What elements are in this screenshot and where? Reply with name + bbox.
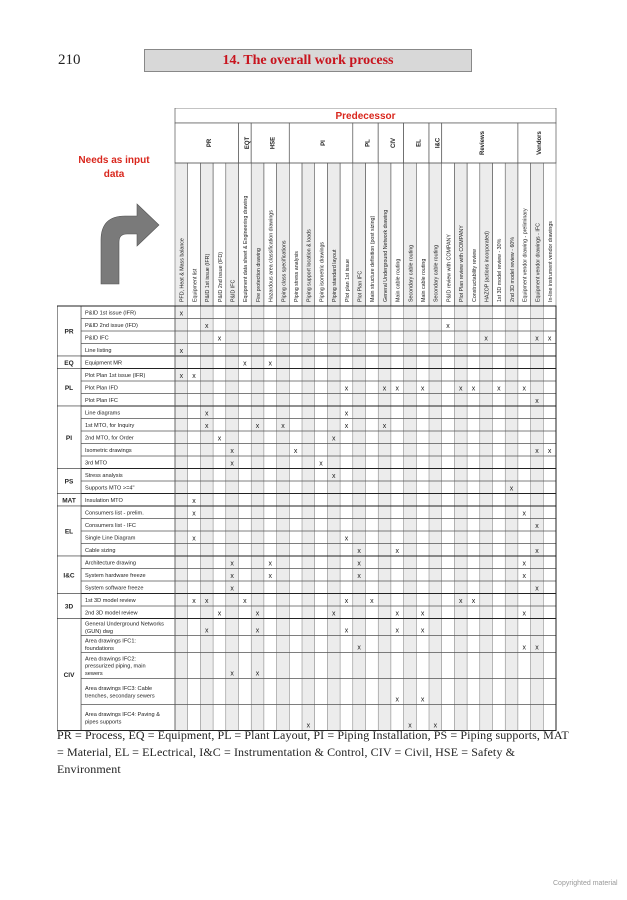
dependency-mark: x (230, 670, 234, 678)
dependency-mark: x (522, 610, 526, 618)
dependency-mark: x (420, 610, 425, 618)
row-label: Plot Plan 1st issue (IFR) (85, 372, 146, 379)
dependency-mark: x (255, 670, 260, 678)
dependency-mark: x (255, 423, 260, 430)
row-label: Area drawings IFC4: Paving & (85, 712, 160, 719)
row-label: Plot Plan IFC (85, 397, 118, 404)
dependency-mark: x (433, 722, 438, 730)
column-header-label: Piping standard layout (332, 249, 339, 302)
column-header-label: Secondary cable routing (433, 244, 440, 302)
row-label: Isometric drawings (85, 447, 132, 454)
row-label: 1st 3D model review (85, 597, 136, 604)
row-group-label: MAT (62, 497, 76, 505)
column-header-label: Piping support location & loads (306, 229, 313, 302)
dependency-mark: x (395, 610, 399, 618)
dependency-mark: x (547, 448, 552, 455)
column-header-label: Hazardous area classification drawings (268, 210, 275, 302)
dependency-mark: x (535, 335, 539, 343)
row-label: System hardware freeze (85, 572, 146, 579)
column-group-label: PL (365, 139, 372, 147)
dependency-mark: x (420, 696, 425, 704)
row-label: Plot Plan IFD (85, 385, 118, 392)
column-shade (226, 163, 239, 731)
column-header-label: P&ID IFC (230, 279, 237, 302)
dependency-mark: x (192, 510, 196, 518)
column-header-label: PFD, Heat & Mass balance (179, 238, 186, 302)
row-label: Cable sizing (85, 547, 116, 554)
dependency-mark: x (357, 573, 361, 580)
dependency-mark: x (192, 598, 196, 605)
column-group-label: I&C (435, 137, 442, 149)
column-header-label: Main structure definition (post sizing) (370, 215, 377, 302)
column-header-label: 2nd 3D model review - 60% (509, 236, 516, 302)
row-label: Architecture drawing (85, 560, 136, 567)
row-label: Area drawings IFC1: (85, 638, 136, 645)
dependency-mark: x (205, 627, 209, 635)
dependency-mark: x (395, 548, 399, 555)
row-label: Consumers list - prelim. (85, 510, 144, 517)
column-header-label: Equipment list (192, 268, 199, 302)
column-header-label: Equipment vendor drawing - preliminary (522, 208, 529, 302)
copyright-watermark: Copyrighted material (553, 880, 618, 887)
column-header-label: Plot Plan IFC (357, 270, 364, 302)
corner-label-line2: data (103, 169, 125, 180)
dependency-mark: x (370, 598, 374, 605)
dependency-mark: x (484, 335, 488, 343)
column-header-label: Plot Plan review with COMPANY (459, 225, 466, 302)
column-header-label: Piping isometric drawings (319, 241, 326, 302)
dependency-mark: x (192, 498, 196, 505)
row-label: 2nd MTO, for Order (85, 435, 134, 442)
dependency-mark: x (522, 573, 526, 580)
column-header-label: Piping class specifications (281, 240, 288, 302)
column-header-label: In-line instrument vendor drawings (547, 221, 554, 302)
dependency-mark: x (192, 535, 196, 543)
dependency-mark: x (471, 598, 476, 605)
dependency-mark: x (230, 585, 234, 593)
bent-arrow-icon (101, 204, 159, 284)
row-group-label: PR (64, 328, 74, 336)
column-group-label: CIV (390, 137, 397, 149)
row-label: 2nd 3D model review (85, 610, 138, 617)
row-group-label: 3D (64, 603, 74, 611)
dependency-mark: x (420, 627, 425, 635)
corner-label-line1: Needs as input (78, 155, 150, 166)
dependency-mark: x (344, 627, 349, 635)
column-header-label: P&ID review with COMPANY (446, 234, 453, 302)
column-group-label: PR (206, 138, 213, 148)
dependency-mark: x (395, 385, 399, 393)
dependency-mark: x (420, 385, 425, 393)
dependency-mark: x (344, 423, 349, 430)
dependency-mark: x (395, 627, 399, 635)
dependency-mark: x (535, 644, 539, 652)
row-group-label: I&C (63, 572, 75, 580)
dependency-mark: x (446, 323, 450, 330)
row-label: pressurized piping, main (85, 663, 146, 670)
dependency-mark: x (205, 598, 209, 605)
row-group-label: EQ (64, 359, 74, 367)
row-label: sewers (85, 670, 103, 677)
column-header-label: Main cable routing (420, 258, 427, 302)
column-shade (200, 163, 213, 731)
dependency-mark: x (217, 610, 222, 618)
row-group-label: EL (64, 528, 74, 536)
dependency-mark: x (408, 722, 412, 730)
dependency-mark: x (230, 460, 234, 468)
dependency-mark: x (179, 373, 184, 380)
dependency-mark: x (243, 360, 247, 368)
row-label: trenches, secondary sewers (85, 693, 155, 700)
row-label: Line listing (85, 347, 112, 354)
dependency-mark: x (205, 323, 209, 330)
predecessor-matrix (57, 108, 567, 738)
column-header-label: P&ID 1st issue (IFR) (205, 253, 212, 302)
dependency-mark: x (547, 335, 552, 343)
dependency-mark: x (497, 385, 501, 393)
dependency-mark: x (395, 696, 399, 704)
column-shade (327, 163, 340, 731)
dependency-mark: x (382, 423, 387, 430)
column-header-label: Constructability review (471, 249, 478, 302)
dependency-mark: x (332, 435, 336, 443)
dependency-mark: x (255, 627, 260, 635)
dependency-mark: x (230, 573, 234, 580)
row-label: P&ID 1st issue (IFR) (85, 310, 136, 317)
dependency-mark: x (319, 460, 323, 468)
column-header-label: 1st 3D model review - 30% (497, 238, 504, 302)
dependency-mark: x (217, 335, 222, 343)
column-header-label: Equipment vendor drawings - IFC (535, 223, 542, 302)
dependency-mark: x (332, 473, 336, 480)
row-label: pipes supports (85, 719, 122, 726)
dependency-mark: x (357, 644, 361, 652)
dependency-mark: x (217, 435, 222, 443)
row-label: foundations (85, 645, 114, 652)
dependency-mark: x (281, 423, 285, 430)
dependency-mark: x (522, 644, 526, 652)
dependency-mark: x (522, 560, 526, 568)
dependency-mark: x (205, 423, 209, 430)
dependency-mark: x (268, 560, 272, 568)
dependency-mark: x (255, 610, 260, 618)
dependency-mark: x (522, 510, 526, 518)
dependency-mark: x (535, 523, 539, 530)
row-label: 3rd MTO (85, 460, 107, 467)
dependency-mark: x (357, 548, 361, 555)
page-number: 210 (58, 52, 81, 68)
row-group-label: PL (64, 384, 74, 392)
row-label: Line diagrams (85, 410, 121, 417)
row-label: Equipment MR (85, 360, 122, 367)
column-group-label: EQT (244, 136, 251, 150)
dependency-mark: x (509, 485, 514, 493)
dependency-mark: x (344, 410, 349, 418)
dependency-mark: x (230, 560, 234, 568)
column-header-label: Secondary cable routing (408, 244, 415, 302)
row-label: Stress analysis (85, 472, 123, 479)
row-label: 1st MTO, for Inquiry (85, 422, 135, 429)
dependency-mark: x (179, 348, 184, 355)
dependency-mark: x (268, 360, 272, 368)
row-label: P&ID 2nd issue (IFD) (85, 322, 138, 329)
dependency-mark: x (344, 535, 349, 543)
row-label: Consumers list - IFC (85, 522, 136, 529)
dependency-mark: x (243, 598, 247, 605)
dependency-mark: x (535, 448, 539, 455)
row-label: System software freeze (85, 585, 144, 592)
column-header-label: Plot plan 1st issue (344, 259, 351, 302)
dependency-mark: x (522, 385, 526, 393)
column-header-label: Fire protection drawing (255, 248, 262, 302)
row-label: General Underground Networks (85, 621, 164, 628)
predecessor-title: Predecessor (335, 111, 396, 122)
row-label: Single Line Diagram (85, 535, 136, 542)
row-group-label: CIV (63, 672, 75, 679)
dependency-mark: x (357, 560, 361, 568)
section-title: 14. The overall work process (144, 49, 472, 72)
row-label: Area drawings IFC2: (85, 656, 136, 663)
dependency-mark: x (535, 548, 539, 555)
column-header-label: HAZOP (actions incorporated) (484, 231, 491, 302)
dependency-mark: x (459, 385, 463, 393)
column-header-label: Main cable routing (395, 258, 402, 302)
row-label: (GUN) dwg (85, 628, 113, 635)
row-group-label: PS (64, 478, 74, 486)
dependency-mark: x (535, 585, 539, 593)
dependency-mark: x (205, 410, 209, 418)
dependency-mark: x (459, 598, 463, 605)
column-header-label: Piping stress analysis (293, 251, 300, 302)
row-group-label: PI (65, 434, 73, 442)
column-header-label: General Underground Network drawing (382, 209, 389, 302)
dependency-mark: x (471, 385, 476, 393)
dependency-mark: x (306, 722, 311, 730)
row-label: P&ID IFC (85, 335, 109, 342)
dependency-mark: x (179, 310, 184, 318)
column-header-label: Equipment data sheet & Engineering drawing (243, 195, 250, 302)
dependency-mark: x (382, 385, 387, 393)
dependency-mark: x (192, 373, 196, 380)
row-label: Area drawings IFC3: Cable (85, 686, 153, 693)
row-label: Supports MTO >=4" (85, 485, 135, 492)
row-label: Insulation MTO (85, 497, 123, 504)
column-header-label: P&ID 2nd issue (IFD) (217, 251, 224, 302)
dependency-mark: x (344, 598, 349, 605)
dependency-mark: x (344, 385, 349, 393)
dependency-mark: x (230, 448, 234, 455)
dependency-mark: x (535, 398, 539, 405)
column-group-label: Vendors (536, 131, 543, 155)
dependency-mark: x (293, 448, 298, 455)
column-group-label: Reviews (479, 130, 486, 156)
dependency-mark: x (332, 610, 336, 618)
dependency-mark: x (268, 573, 272, 580)
column-group-label: PI (321, 140, 328, 146)
column-group-label: HSE (270, 136, 277, 150)
column-group-label: EL (416, 139, 423, 147)
abbreviation-legend: PR = Process, EQ = Equipment, PL = Plant Layout, PI = Piping Installation, PS = Piping supports, MAT = Material, EL = ELectrical, I&C = Instrumentation & Control, CIV = Civil, HSE = Safety & Environment (57, 728, 569, 776)
